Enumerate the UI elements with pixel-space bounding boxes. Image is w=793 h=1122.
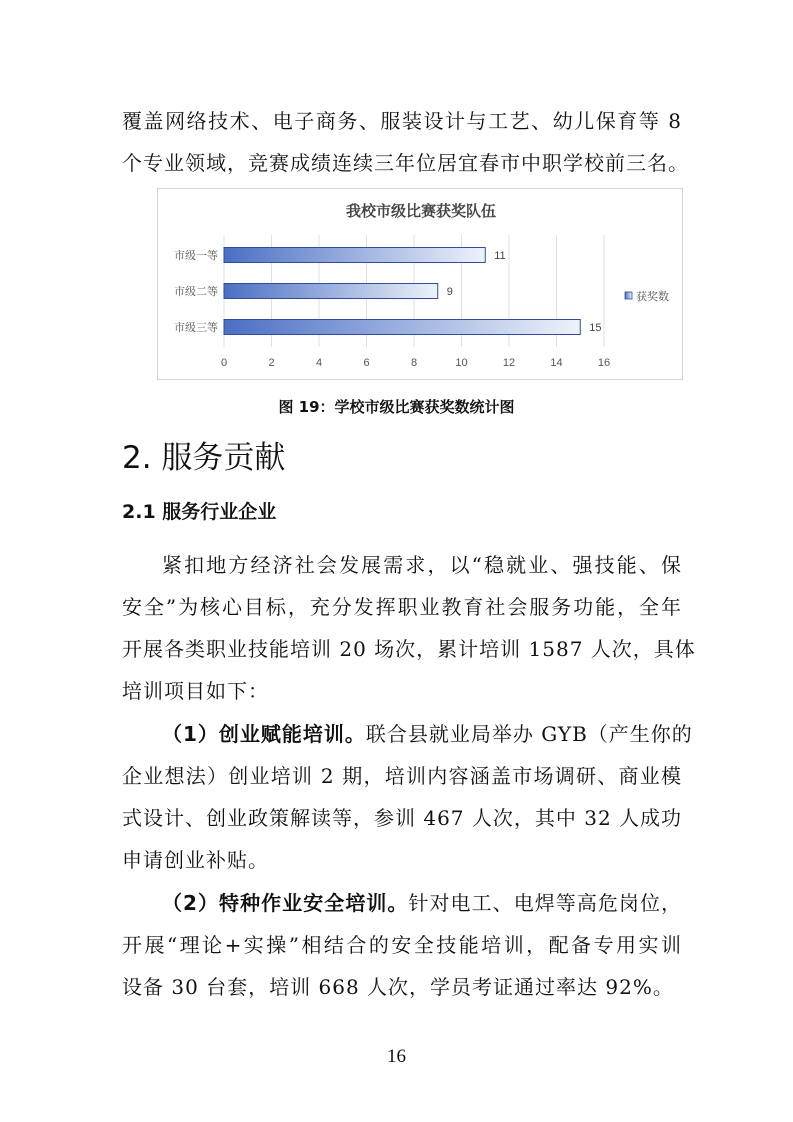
body-paragraph [122,713,693,881]
item-lead: （2）特种作业安全培训。 [162,891,409,915]
figure-caption: 图 19：学校市级比赛获奖数统计图 [278,398,515,416]
x-tick-label: 2 [268,357,275,369]
text-line: 开展“理论+实操”相结合的安全技能培训，配备专用实训 [122,933,682,957]
subsection-title: 2.1 服务行业企业 [122,501,277,523]
category-label: 市级三等 [174,321,218,334]
x-tick-label: 12 [502,357,516,369]
intro-paragraph [122,100,689,184]
item-lead: （1）创业赋能培训。 [162,722,366,746]
data-label: 11 [494,250,506,262]
x-tick-label: 16 [597,357,611,369]
text-line [122,713,693,755]
legend-swatch [625,292,632,299]
section-title: 2. 服务贡献 [122,440,286,476]
text-line: 式设计、创业政策解读等，参训 467 人次，其中 32 人成功 [122,806,683,830]
x-tick-label: 8 [410,357,418,369]
x-tick-label: 14 [550,357,563,369]
page-number: 16 [387,1046,406,1067]
text-line: 覆盖网络技术、电子商务、服装设计与工艺、幼儿保育等 8 [122,109,682,133]
chart-title: 我校市级比赛获奖队伍 [345,202,497,220]
bar [224,320,580,335]
text-line: 企业想法）创业培训 2 期，培训内容涵盖市场调研、商业模 [122,764,682,788]
data-label: 15 [589,322,602,334]
x-tick-label: 4 [315,357,323,369]
text-line: 个专业领域，竞赛成绩连续三年位居宜春市中职学校前三名。 [122,151,689,175]
x-tick-label: 0 [220,357,228,369]
item-text: 针对电工、电焊等高危岗位， [408,891,683,915]
category-label: 市级二等 [174,285,218,298]
text-line: 安全”为核心目标，充分发挥职业教育社会服务功能，全年 [122,595,682,619]
bar [224,248,485,263]
text-line [122,882,682,924]
text-line: 申请创业补贴。 [122,848,269,872]
text-line: 开展各类职业技能培训 20 场次，累计培训 1587 人次，具体 [122,637,696,661]
legend-label: 获奖数 [636,290,669,303]
item-text: 联合县就业局举办 GYB（产生你的 [365,722,693,746]
x-tick-label: 6 [363,357,370,369]
chart-canvas [158,189,684,381]
text-line: 设备 30 台套，培训 668 人次，学员考证通过率达 92%。 [122,975,674,999]
text-line: 紧扣地方经济社会发展需求，以“稳就业、强技能、保 [162,553,682,577]
text-line: 培训项目如下： [122,679,269,703]
x-tick-label: 10 [455,357,468,369]
body-paragraph [122,882,682,1008]
category-label: 市级一等 [174,249,218,262]
bar [224,284,438,299]
award-bar-chart [157,188,683,380]
data-label: 9 [446,286,453,298]
body-paragraph [122,544,696,712]
